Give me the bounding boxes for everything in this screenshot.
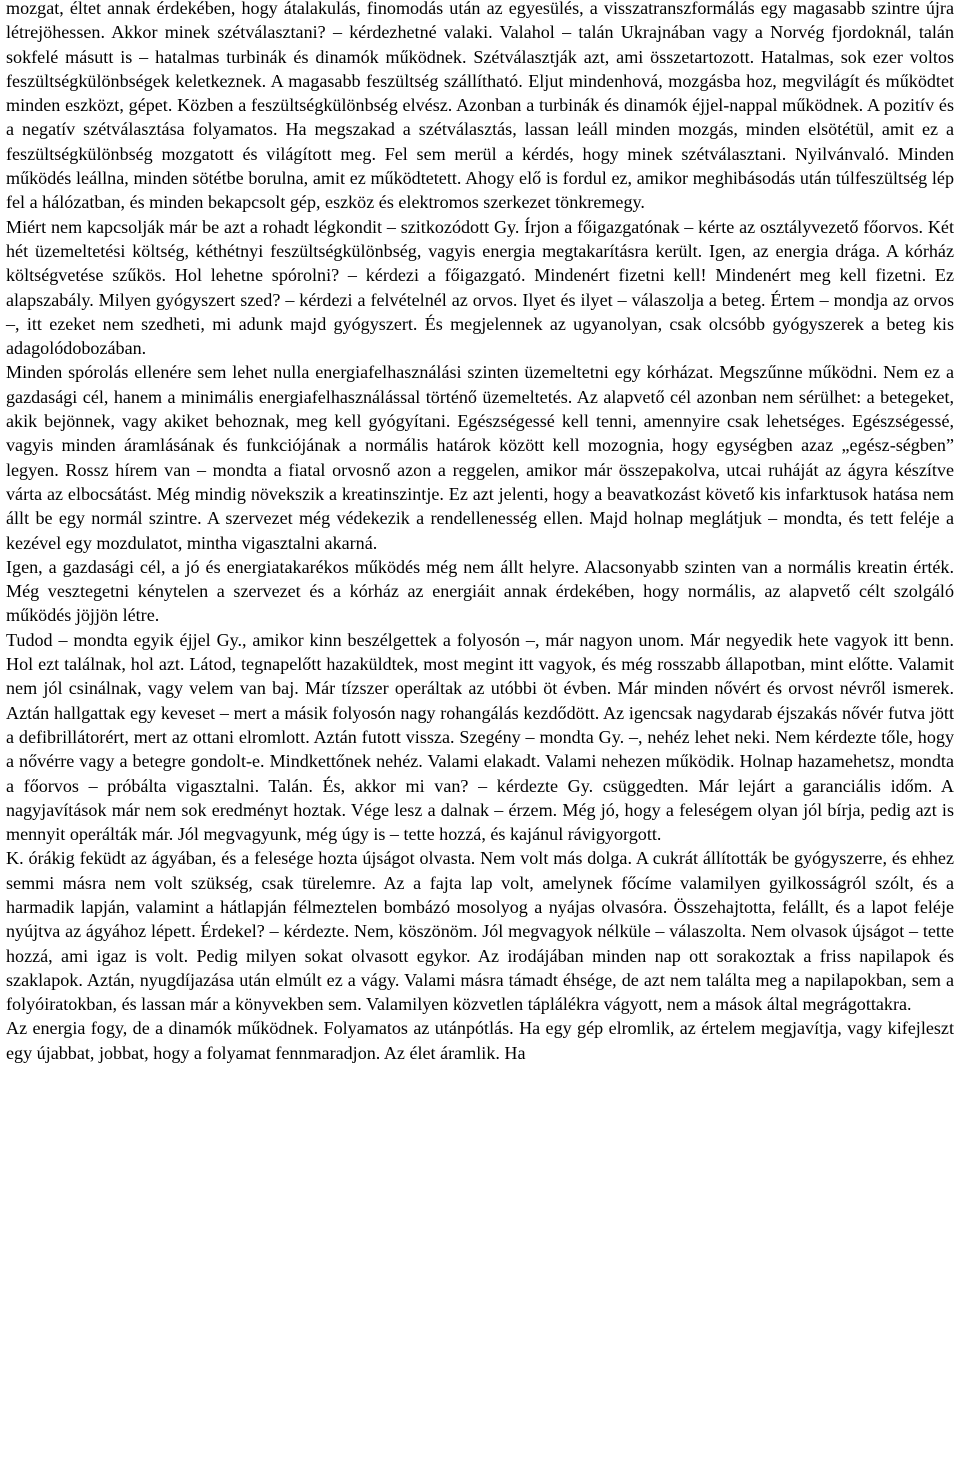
document-body	[6, 0, 954, 1065]
paragraph-4: Igen, a gazdasági cél, a jó és energiatakarékos működés még nem állt helyre. Alacsonyabb szinten van a normális kreatin érték. Még vesztegetni kénytelen a szervezet és a kórház az energiáit annak érdekében, hogy normális, az alapvető célt szolgáló működés jöjjön létre.	[6, 556, 954, 626]
paragraph-6: K. órákig feküdt az ágyában, és a felesége hozta újságot olvasta. Nem volt más dolga. A cukrát állították be gyógyszerre, és ehhez semmi másra nem volt szükség, csak türelemre. Az a fajta lap volt, amelynek főcíme valamilyen gyilkosságról szólt, és a harmadik lapján, valamint a hátlapján félmeztelen bombázó mosolyog a nyájas olvasóra. Összehajtotta, felállt, és a lapot feléje nyújtva az ágyához lépett. Érdekel? – kérdezte. Nem, köszönöm. Jól megvagyok nélküle – válaszolta. Nem olvasok újságot – tette hozzá, ami igaz is volt. Pedig milyen sokat olvasott egykor. Az irodájában minden nap ott sorakoztak a friss napilapok és szaklapok. Aztán, nyugdíjazása után elmúlt ez a vágy. Valami másra támadt éhsége, de azt nem találta meg a napilapokban, sem a folyóiratokban, és lassan már a könyvekben sem. Valamilyen közvetlen táplálékra vágyott, nem a mások által megrágottakra.	[6, 848, 954, 1015]
paragraph-5: Tudod – mondta egyik éjjel Gy., amikor kinn beszélgettek a folyosón –, már nagyon unom. Már negyedik hete vagyok itt benn. Hol ezt találnak, hol azt. Látod, tegnapelőtt hazaküldtek, most megint itt vagyok, és még rosszabb állapotban, mint előtte. Valamit nem jól csinálnak, vagy velem van baj. Már tízszer operáltak az utóbbi öt évben. Már minden nővért és orvost névről ismerek. Aztán hallgattak egy keveset – mert a másik folyosón nagy rohangálás kezdődött. Az igencsak nagydarab éjszakás nővér futva jött a defibrillátorért, mert az ottani elromlott. Aztán futott vissza. Szegény – mondta Gy. –, nehéz lehet neki. Nem kérdezte tőle, hogy a nővérre vagy a betegre gondolt-e. Mindkettőnek nehéz. Valami elakadt. Valami nehezen működik. Holnap hazamehetsz, mondta a főorvos – próbálta vigasztalni. Talán. És, akkor mi van? – kérdezte Gy. csüggedten. Már lejárt a garanciális időm. A nagyjavítások már nem sok eredményt hoztak. Vége lesz a dalnak – érzem. Még jó, hogy a feleségem olyan jól bírja, pedig azt is mennyit operálták már. Jól megvagyunk, még úgy is – tette hozzá, és kajánul rávigyorgott.	[6, 629, 954, 845]
paragraph-1: mozgat, éltet annak érdekében, hogy átalakulás, finomodás után az egyesülés, a visszatranszformálás egy magasabb szintre újra létrejöhessen. Akkor minek szétválasztani? – kérdezhetné valaki. Valahol – talán Ukrajnában vagy a Norvég fjordoknál, talán sokfelé másutt is – hatalmas turbinák és dinamók működnek. Szétválasztják azt, ami összetartozott. Hatalmas, sok ezer voltos feszültségkülönbségek keletkeznek. A magasabb feszültség szállítható. Eljut mindenhová, mozgásba hoz, megvilágít és működtet minden eszközt, gépet. Közben a feszültségkülönbség elvész. Azonban a turbinák és dinamók éjjel-nappal működnek. A pozitív és a negatív szétválasztása folyamatos. Ha megszakad a szétválasztás, lassan leáll minden mozgás, minden elsötétül, amit ez a feszültségkülönbség mozgatott és világított meg. Fel sem merül a kérdés, hogy minek szétválasztani. Nyilvánvaló. Minden működés leállna, minden sötétbe borulna, amit ez működtetett. Ahogy elő is fordul ez, amikor meghibásodás után túlfeszültség lép fel a hálózatban, és minden bekapcsolt gép, eszköz és elektromos szerkezet tönkremegy.	[6, 0, 954, 213]
paragraph-2: Miért nem kapcsolják már be azt a rohadt légkondit – szitkozódott Gy. Írjon a főigazgatónak – kérte az osztályvezető főorvos. Két hét üzemeltetési költség, kéthétnyi feszültségkülönbség, vagyis energia megtakarításra került. Igen, az energia drága. A kórház költségvetése szűkös. Hol lehetne spórolni? – kérdezi a főigazgató. Mindenért fizetni kell! Mindenért meg kell fizetni. Ez alapszabály. Milyen gyógyszert szed? – kérdezi a felvételnél az orvos. Ilyet és ilyet – válaszolja a beteg. Értem – mondja az orvos –, itt ezeket nem szedheti, mi adunk majd gyógyszert. És megjelennek az ugyanolyan, csak olcsóbb gyógyszerek a beteg kis adagolódobozában.	[6, 216, 954, 359]
paragraph-3: Minden spórolás ellenére sem lehet nulla energiafelhasználási szinten üzemeltetni egy kórházat. Megszűnne működni. Nem ez a gazdasági cél, hanem a minimális energiafelhasználással történő üzemeltetés. Az alapvető cél azonban nem sérülhet: a betegeket, akik bejönnek, vagy akiket behoznak, meg kell gyógyítani. Egészségessé kell tenni, amennyire csak lehetséges. Egészségessé, vagyis minden áramlásának és funkciójának a normális határok között kell mozognia, hogy egységben azaz „egész-ségben” legyen. Rossz hírem van – mondta a fiatal orvosnő azon a reggelen, amikor már összepakolva, utcai ruháját az ágyra készítve várta az elbocsátást. Még mindig növekszik a kreatinszintje. Ez azt jelenti, hogy a beavatkozást követő kis infarktusok hatása nem állt be egy normál szintre. A szervezet még védekezik a rendellenesség ellen. Majd holnap meglátjuk – mondta, és tett feléje a kezével egy mozdulatot, mintha vigasztalni akarná.	[6, 362, 954, 553]
paragraph-7: Az energia fogy, de a dinamók működnek. Folyamatos az utánpótlás. Ha egy gép elromlik, az értelem megjavítja, vagy kifejleszt egy újabbat, jobbat, hogy a folyamat fennmaradjon. Az élet áramlik. Ha	[6, 1018, 954, 1063]
